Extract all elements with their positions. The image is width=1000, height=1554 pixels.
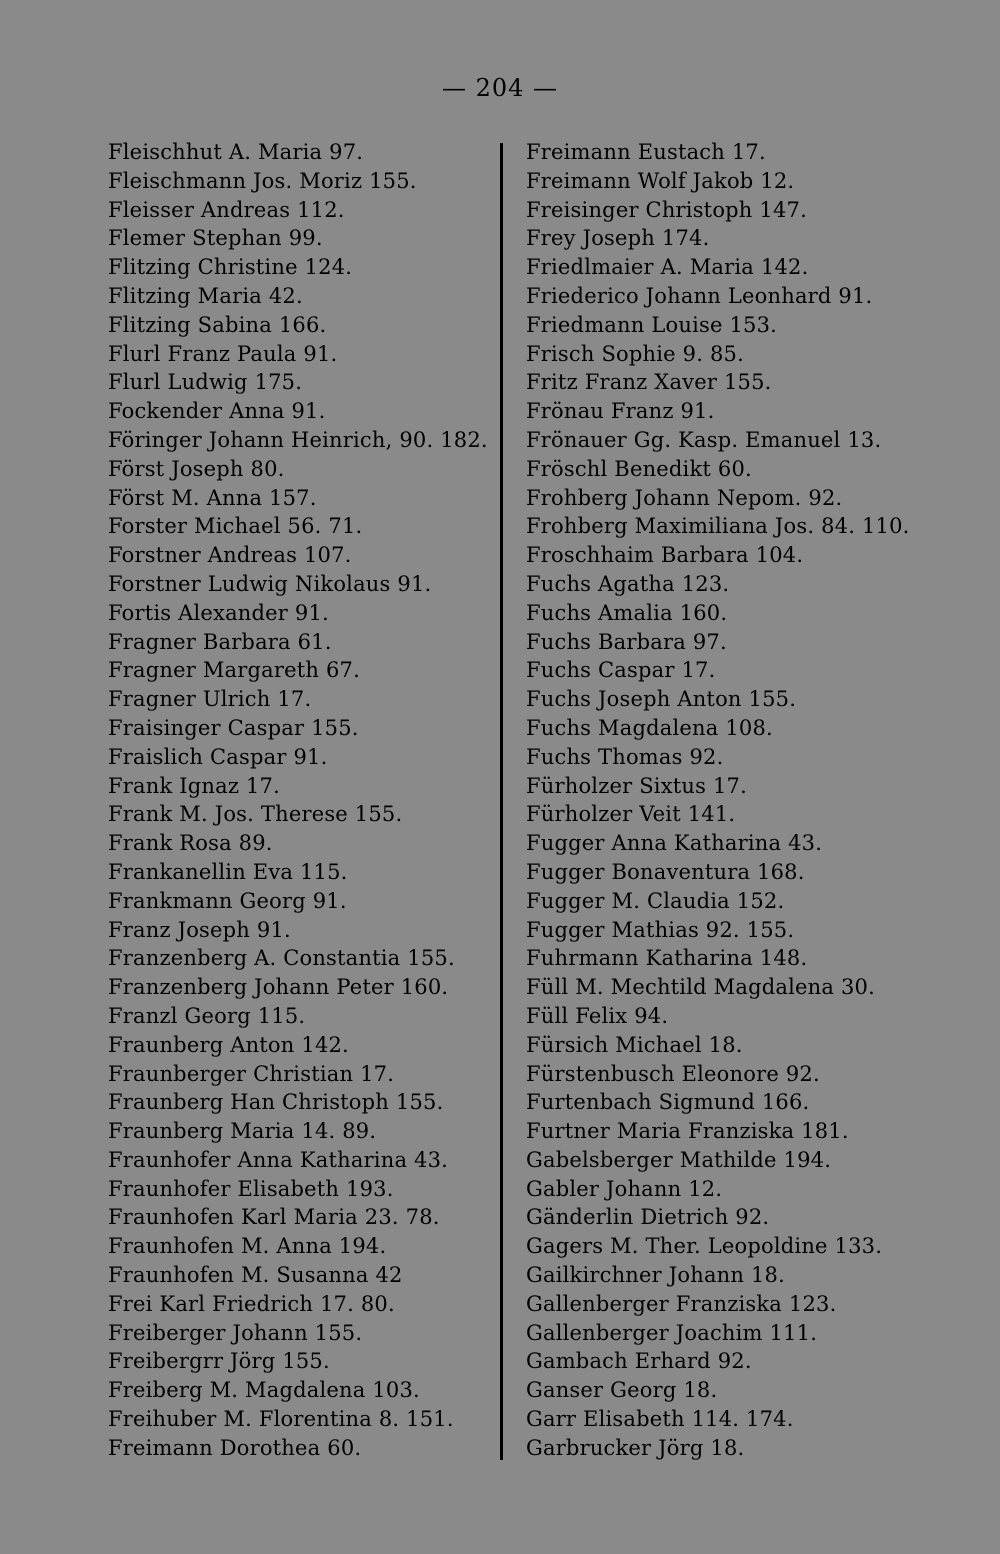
index-entry: Fuchs Joseph Anton 155. [526,687,797,712]
index-entry: Frey Joseph 174. [526,226,710,251]
index-entry: Frank M. Jos. Therese 155. [108,802,403,827]
index-entry: Freimann Wolf Jakob 12. [526,168,795,193]
index-entry: Friedmann Louise 153. [526,312,778,337]
index-entry: Fürholzer Veit 141. [526,802,736,827]
index-entry: Fugger Mathias 92. 155. [526,917,795,942]
index-entry: Frohberg Maximiliana Jos. 84. 110. [526,514,910,539]
index-entry: Fritz Franz Xaver 155. [526,370,772,395]
index-entry: Freihuber M. Florentina 8. 151. [108,1407,454,1432]
index-entry: Freimann Eustach 17. [526,140,766,164]
index-entry: Fraunberger Christian 17. [108,1061,395,1086]
index-entry: Först Joseph 80. [108,456,285,481]
index-entry: Fürholzer Sixtus 17. [526,773,747,798]
index-entry: Fraunhofen M. Susanna 42 [108,1263,403,1288]
index-entry: Flurl Franz Paula 91. [108,341,338,366]
index-entry: Fröschl Benedikt 60. [526,456,752,481]
index-entry: Fuchs Thomas 92. [526,744,724,769]
index-entry: Gabelsberger Mathilde 194. [526,1147,832,1172]
index-entry: Fragner Ulrich 17. [108,687,312,712]
index-entry: Fleisser Andreas 112. [108,197,345,222]
index-entry: Gallenberger Joachim 111. [526,1320,818,1345]
index-entry: Fürsich Michael 18. [526,1032,743,1057]
index-entry: Fleischhut A. Maria 97. [108,140,364,164]
index-entry: Fürstenbusch Eleonore 92. [526,1061,820,1086]
index-entry: Fuchs Barbara 97. [526,629,727,654]
index-entry: Föringer Johann Heinrich, 90. 182. [108,427,488,452]
index-entry: Fragner Margareth 67. [108,658,360,683]
index-entry: Fuchs Magdalena 108. [526,715,773,740]
index-entry: Furtner Maria Franziska 181. [526,1119,849,1144]
index-entry: Gallenberger Franziska 123. [526,1291,837,1316]
index-entry: Fraunhofer Elisabeth 193. [108,1176,394,1201]
index-entry: Gabler Johann 12. [526,1176,723,1201]
index-entry: Füll Felix 94. [526,1003,669,1028]
index-entry: Franzenberg Johann Peter 160. [108,975,449,1000]
index-entry: Frohberg Johann Nepom. 92. [526,485,843,510]
index-entry: Fugger Bonaventura 168. [526,859,805,884]
index-entry: Frisch Sophie 9. 85. [526,341,744,366]
index-entry: Franzenberg A. Constantia 155. [108,946,455,971]
index-entry: Freibergrr Jörg 155. [108,1349,330,1374]
index-entry: Fuhrmann Katharina 148. [526,946,808,971]
index-entry: Fugger Anna Katharina 43. [526,831,823,856]
index-entry: Frank Rosa 89. [108,831,273,856]
index-entry: Franzl Georg 115. [108,1003,306,1028]
index-entry: Friedlmaier A. Maria 142. [526,255,809,280]
index-entry: Froschhaim Barbara 104. [526,543,804,568]
index-entry: Fleischmann Jos. Moriz 155. [108,168,417,193]
index-entry: Fuchs Agatha 123. [526,571,730,596]
index-entry: Fraunhofen Karl Maria 23. 78. [108,1205,440,1230]
index-entry: Fraunberg Anton 142. [108,1032,349,1057]
index-entry: Freimann Dorothea 60. [108,1435,362,1460]
index-entry: Furtenbach Sigmund 166. [526,1090,810,1115]
index-entry: Fortis Alexander 91. [108,600,329,625]
column-divider [500,143,503,1460]
index-entry: Gagers M. Ther. Leopoldine 133. [526,1234,883,1259]
index-entry: Garbrucker Jörg 18. [526,1435,745,1460]
index-entry: Forstner Ludwig Nikolaus 91. [108,571,432,596]
index-entry: Gailkirchner Johann 18. [526,1263,785,1288]
index-entry: Fragner Barbara 61. [108,629,332,654]
index-entry: Forstner Andreas 107. [108,543,352,568]
index-entry: Frei Karl Friedrich 17. 80. [108,1291,395,1316]
index-entry: Frankanellin Eva 115. [108,859,348,884]
index-entry: Fraunberg Han Christoph 155. [108,1090,444,1115]
index-entry: Flurl Ludwig 175. [108,370,303,395]
left-column [108,138,493,1463]
index-entry: Fockender Anna 91. [108,399,326,424]
index-entry: Fraunberg Maria 14. 89. [108,1119,377,1144]
index-entry: Garr Elisabeth 114. 174. [526,1407,794,1432]
index-entry: Frönauer Gg. Kasp. Emanuel 13. [526,427,882,452]
index-entry: Fuchs Caspar 17. [526,658,716,683]
page-number: — 204 — [441,74,559,102]
index-entry: Fuchs Amalia 160. [526,600,728,625]
index-entry: Först M. Anna 157. [108,485,317,510]
right-column [526,138,966,1463]
index-entry: Friederico Johann Leonhard 91. [526,283,873,308]
index-entry: Fraislich Caspar 91. [108,744,328,769]
index-entry: Freisinger Christoph 147. [526,197,807,222]
index-entry: Ganser Georg 18. [526,1378,718,1403]
index-entry: Füll M. Mechtild Magdalena 30. [526,975,875,1000]
index-entry: Gänderlin Dietrich 92. [526,1205,770,1230]
index-entry: Fugger M. Claudia 152. [526,888,785,913]
index-entry: Flitzing Sabina 166. [108,312,327,337]
index-entry: Flitzing Christine 124. [108,255,353,280]
index-entry: Frank Ignaz 17. [108,773,280,798]
index-entry: Frönau Franz 91. [526,399,715,424]
index-entry: Franz Joseph 91. [108,917,291,942]
index-entry: Freiberger Johann 155. [108,1320,363,1345]
index-entry: Fraisinger Caspar 155. [108,715,359,740]
index-entry: Forster Michael 56. 71. [108,514,363,539]
index-entry: Flitzing Maria 42. [108,283,303,308]
index-entry: Freiberg M. Magdalena 103. [108,1378,420,1403]
index-entry: Frankmann Georg 91. [108,888,347,913]
index-entry: Fraunhofer Anna Katharina 43. [108,1147,449,1172]
index-entry: Gambach Erhard 92. [526,1349,752,1374]
index-entry: Fraunhofen M. Anna 194. [108,1234,387,1259]
index-entry: Flemer Stephan 99. [108,226,323,251]
